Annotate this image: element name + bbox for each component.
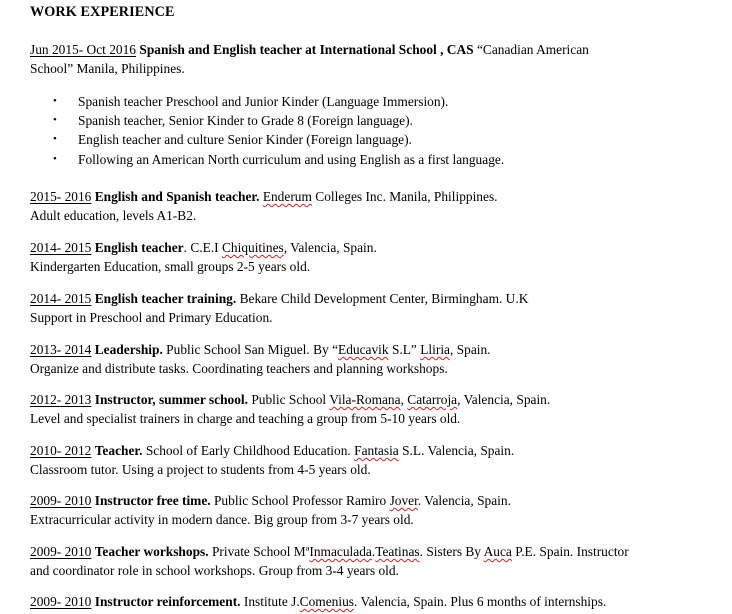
misspelled-word: Educavik bbox=[338, 342, 389, 357]
entry-text: Institute J. bbox=[243, 594, 300, 609]
entry-text: “Canadian American bbox=[476, 42, 589, 57]
cas-duties-list bbox=[50, 92, 504, 169]
misspelled-word: Fantasia bbox=[354, 443, 399, 458]
entry-title: Leadership. bbox=[94, 342, 163, 357]
entry-line-1 bbox=[30, 238, 720, 257]
bullet-icon: • bbox=[53, 133, 57, 146]
misspelled-word: Teatinas bbox=[375, 544, 420, 559]
entry-title: Instructor reinforcement. bbox=[94, 594, 241, 609]
experience-entry-enderum bbox=[30, 187, 720, 225]
entry-line-1 bbox=[30, 289, 720, 308]
entry-line-1 bbox=[30, 592, 720, 611]
entry-line-2: Level and specialist trainers in charge and teaching a group from 5-10 years old. bbox=[30, 411, 461, 426]
list-item bbox=[50, 92, 504, 111]
entry-date: 2009- 2010 bbox=[30, 594, 92, 609]
experience-entry-teatinas bbox=[30, 542, 720, 580]
misspelled-word: Inmaculada bbox=[309, 544, 372, 559]
entry-text: P.E. Spain. Instructor bbox=[515, 544, 629, 559]
entry-date: 2015- 2016 bbox=[30, 189, 92, 204]
entry-title: English teacher bbox=[94, 240, 184, 255]
entry-line-2: Extracurricular activity in modern dance. Big group from 3-7 years old. bbox=[30, 512, 414, 527]
entry-title: Teacher workshops. bbox=[94, 544, 209, 559]
list-item-text: Following an American North curriculum and using English as a first language. bbox=[78, 151, 505, 167]
entry-line-1 bbox=[30, 340, 720, 359]
entry-title: Instructor free time. bbox=[94, 493, 211, 508]
entry-text: S.L” bbox=[391, 342, 417, 357]
entry-text: , Valencia, Spain. bbox=[457, 392, 551, 407]
entry-text-ordinal: ª bbox=[305, 544, 310, 559]
experience-entry-cas bbox=[30, 40, 720, 78]
entry-text: . Sisters By bbox=[419, 544, 482, 559]
list-item bbox=[50, 111, 504, 130]
experience-entry-bekare bbox=[30, 289, 720, 327]
list-item-text: Spanish teacher, Senior Kinder to Grade 8 (Foreign language). bbox=[78, 113, 413, 129]
entry-line-1 bbox=[30, 187, 720, 206]
entry-line-2: School” Manila, Philippines. bbox=[30, 61, 185, 76]
entry-text: Public School Professor Ramiro bbox=[213, 493, 387, 508]
entry-date: 2010- 2012 bbox=[30, 443, 92, 458]
entry-text: . bbox=[371, 544, 376, 559]
misspelled-word: Lliria bbox=[420, 342, 450, 357]
entry-text: Colleges Inc. Manila, Philippines. bbox=[315, 189, 498, 204]
misspelled-word: Comenius bbox=[299, 594, 354, 609]
entry-line-1 bbox=[30, 441, 720, 460]
entry-date: 2009- 2010 bbox=[30, 544, 92, 559]
experience-entry-fantasia bbox=[30, 441, 720, 479]
entry-title: Instructor, summer school. bbox=[94, 392, 248, 407]
entry-title: Teacher. bbox=[94, 443, 143, 458]
entry-line-1 bbox=[30, 542, 720, 561]
misspelled-word: Vila-Romana bbox=[329, 392, 401, 407]
misspelled-word: Jover bbox=[389, 493, 418, 508]
entry-line-2: Classroom tutor. Using a project to students from 4-5 years old. bbox=[30, 462, 371, 477]
experience-entry-chiquitines bbox=[30, 238, 720, 276]
list-item bbox=[50, 130, 504, 149]
entry-date: 2009- 2010 bbox=[30, 493, 92, 508]
bullet-icon: • bbox=[53, 95, 57, 107]
entry-date: 2013- 2014 bbox=[30, 342, 92, 357]
bullet-icon: • bbox=[53, 114, 57, 127]
experience-entry-ramiro-jover bbox=[30, 491, 720, 529]
entry-line-2: Adult education, levels A1-B2. bbox=[30, 208, 197, 223]
entry-line-2: Support in Preschool and Primary Education. bbox=[30, 310, 273, 325]
misspelled-word: Chiquitines bbox=[221, 240, 284, 255]
entry-text: Public School San Miguel. By “ bbox=[166, 342, 339, 357]
entry-title: English teacher training. bbox=[94, 291, 237, 306]
misspelled-word: Auca bbox=[483, 544, 512, 559]
entry-text: School of Early Childhood Education. bbox=[145, 443, 351, 458]
entry-line-1 bbox=[30, 491, 720, 510]
entry-line-2: Kindergarten Education, small groups 2-5 years old. bbox=[30, 259, 311, 274]
experience-entry-vila-romana bbox=[30, 390, 720, 428]
entry-line-1 bbox=[30, 390, 720, 409]
entry-line-1 bbox=[30, 40, 720, 59]
entry-text: , Valencia, Spain. bbox=[283, 240, 377, 255]
entry-title: Spanish and English teacher at International School , CAS bbox=[139, 42, 474, 57]
experience-entry-comenius bbox=[30, 592, 720, 611]
entry-text: , bbox=[400, 392, 404, 407]
section-heading: WORK EXPERIENCE bbox=[30, 4, 175, 20]
list-item bbox=[50, 150, 504, 169]
entry-text: Bekare Child Development Center, Birmingham. U.K bbox=[239, 291, 529, 306]
entry-text: Private School M bbox=[211, 544, 306, 559]
misspelled-word: Catarroja bbox=[407, 392, 458, 407]
entry-date: Jun 2015- Oct 2016 bbox=[30, 42, 137, 57]
list-item-text: Spanish teacher Preschool and Junior Kinder (Language Immersion). bbox=[78, 94, 449, 109]
entry-text: . Valencia, Spain. bbox=[417, 493, 511, 508]
experience-entry-san-miguel bbox=[30, 340, 720, 378]
entry-title: English and Spanish teacher. bbox=[94, 189, 260, 204]
entry-text: . Valencia, Spain. Plus 6 months of internships. bbox=[353, 594, 607, 609]
entry-text: . C.E.I bbox=[183, 240, 219, 255]
entry-line-2: Organize and distribute tasks. Coordinating teachers and planning workshops. bbox=[30, 361, 448, 376]
entry-line-2: and coordinator role in school workshops. Group from 3-4 years old. bbox=[30, 563, 399, 578]
entry-date: 2012- 2013 bbox=[30, 392, 92, 407]
misspelled-word: Enderum bbox=[262, 189, 312, 204]
entry-date: 2014- 2015 bbox=[30, 240, 92, 255]
entry-date: 2014- 2015 bbox=[30, 291, 92, 306]
list-item-text: English teacher and culture Senior Kinder (Foreign language). bbox=[78, 132, 412, 148]
bullet-icon: • bbox=[53, 152, 57, 165]
entry-text: Public School bbox=[251, 392, 327, 407]
entry-text: , Spain. bbox=[449, 342, 491, 357]
entry-text: S.L. Valencia, Spain. bbox=[402, 443, 515, 458]
